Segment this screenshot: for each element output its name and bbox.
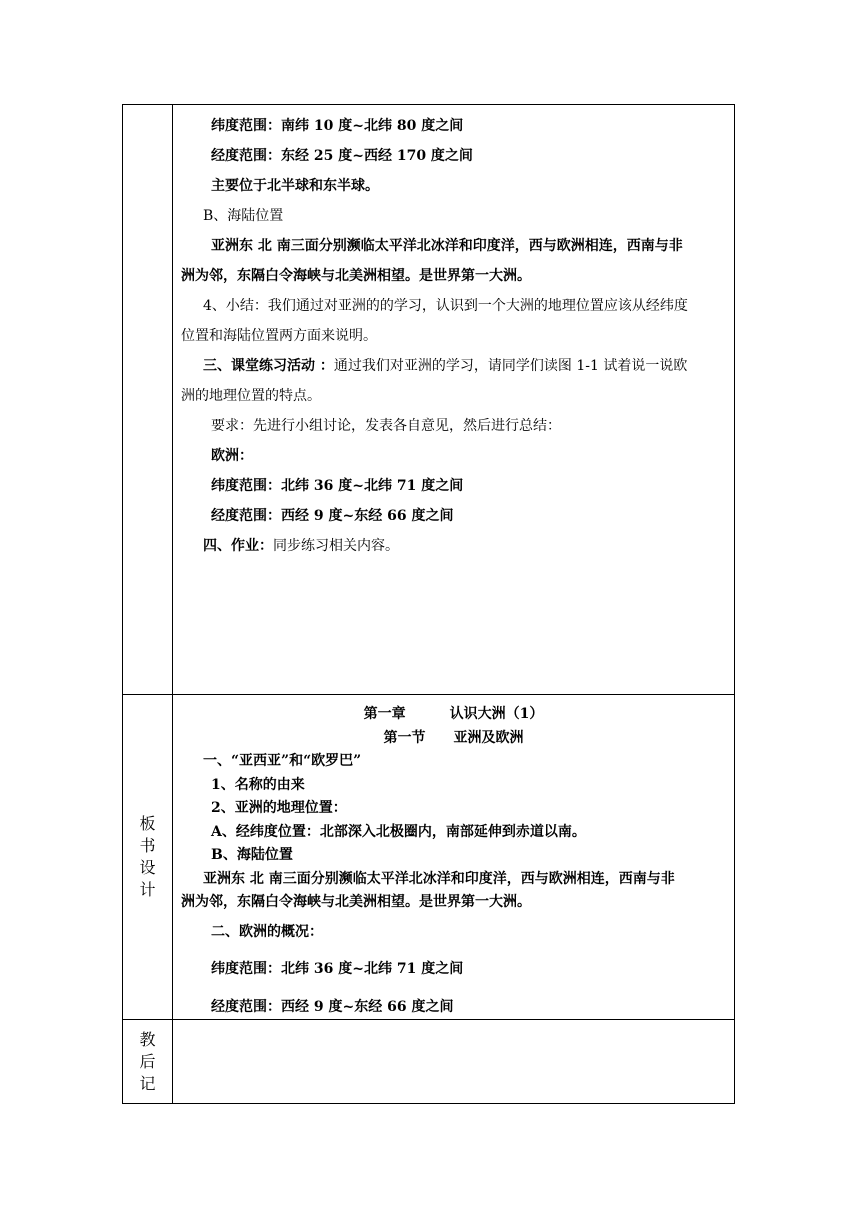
board-line-origin: 1、名称的由来 <box>211 776 305 793</box>
board-design-char: 书 <box>139 836 156 855</box>
reflection-cell[interactable] <box>173 1020 735 1104</box>
practice-text: 通过我们对亚洲的学习，请同学们读图 1-1 试着说一说欧 <box>333 358 688 374</box>
board-design-char: 设 <box>139 858 156 877</box>
lesson-content-row <box>123 105 735 695</box>
requirement-text: 要求：先进行小组讨论，发表各自意见，然后进行总结： <box>211 418 561 434</box>
board-line-europe-lon: 经度范围：西经 9 度~东经 66 度之间 <box>211 998 454 1015</box>
europe-longitude-range: 经度范围：西经 9 度~东经 66 度之间 <box>211 508 454 524</box>
board-design-char: 计 <box>139 880 156 899</box>
homework-line <box>173 531 734 561</box>
sea-land-heading: B、海陆位置 <box>203 208 284 224</box>
board-line-location: 2、亚洲的地理位置： <box>211 800 347 816</box>
board-line-sea-land-desc2: 洲为邻，东隔白令海峡与北美洲相望。是世界第一大洲。 <box>181 894 531 910</box>
practice-heading: 三、课堂练习活动 ： <box>203 358 334 374</box>
reflection-char: 记 <box>139 1073 156 1093</box>
practice-line2: 洲的地理位置的特点。 <box>181 388 321 404</box>
chapter-name: 认识大洲（1） <box>449 706 544 722</box>
chapter-title <box>173 703 734 727</box>
row-label-empty <box>123 105 173 695</box>
lesson-plan-table <box>122 104 735 1104</box>
homework-heading: 四、作业： <box>203 538 273 554</box>
homework-text: 同步练习相关内容。 <box>273 538 399 554</box>
board-design-cell <box>173 695 735 1020</box>
section-title <box>173 727 734 751</box>
board-line-sea-land: B、海陆位置 <box>211 847 293 863</box>
lesson-content-cell <box>173 105 735 695</box>
asia-sea-land-line2: 洲为邻，东隔白令海峡与北美洲相望。是世界第一大洲。 <box>181 268 531 284</box>
board-design-char: 板 <box>139 814 156 833</box>
reflection-char: 教 <box>139 1029 156 1049</box>
reflection-char: 后 <box>139 1051 156 1071</box>
board-line-latlon: A、经纬度位置：北部深入北极圈内，南部延伸到赤道以南。 <box>211 823 586 840</box>
reflection-label <box>123 1020 173 1104</box>
asia-sea-land-line1: 亚洲东 北 南三面分别濒临太平洋北冰洋和印度洋，西与欧洲相连，西南与非 <box>211 238 683 254</box>
board-line-names: 一、“亚西亚”和“欧罗巴” <box>203 753 362 769</box>
summary-line2: 位置和海陆位置两方面来说明。 <box>181 328 377 344</box>
europe-heading: 欧洲： <box>211 448 253 464</box>
practice-line1 <box>173 351 734 381</box>
europe-latitude-range: 纬度范围：北纬 36 度~北纬 71 度之间 <box>211 478 464 494</box>
asia-hemisphere: 主要位于北半球和东半球。 <box>211 178 379 194</box>
section-number: 第一节 <box>383 729 426 746</box>
chapter-number: 第一章 <box>363 706 406 722</box>
asia-latitude-range: 纬度范围：南纬 10 度~北纬 80 度之间 <box>211 118 464 134</box>
reflection-row <box>123 1020 735 1104</box>
section-name: 亚洲及欧洲 <box>453 729 524 746</box>
board-design-label <box>123 695 173 1020</box>
summary-line1: 4、小结：我们通过对亚洲的的学习，认识到一个大洲的地理位置应该从经纬度 <box>203 298 688 314</box>
asia-longitude-range: 经度范围：东经 25 度~西经 170 度之间 <box>211 148 473 164</box>
board-line-sea-land-desc1: 亚洲东 北 南三面分别濒临太平洋北冰洋和印度洋，西与欧洲相连，西南与非 <box>203 870 675 887</box>
board-design-row <box>123 695 735 1020</box>
board-line-europe-lat: 纬度范围：北纬 36 度~北纬 71 度之间 <box>211 961 464 977</box>
board-line-europe: 二、欧洲的概况： <box>211 923 323 940</box>
